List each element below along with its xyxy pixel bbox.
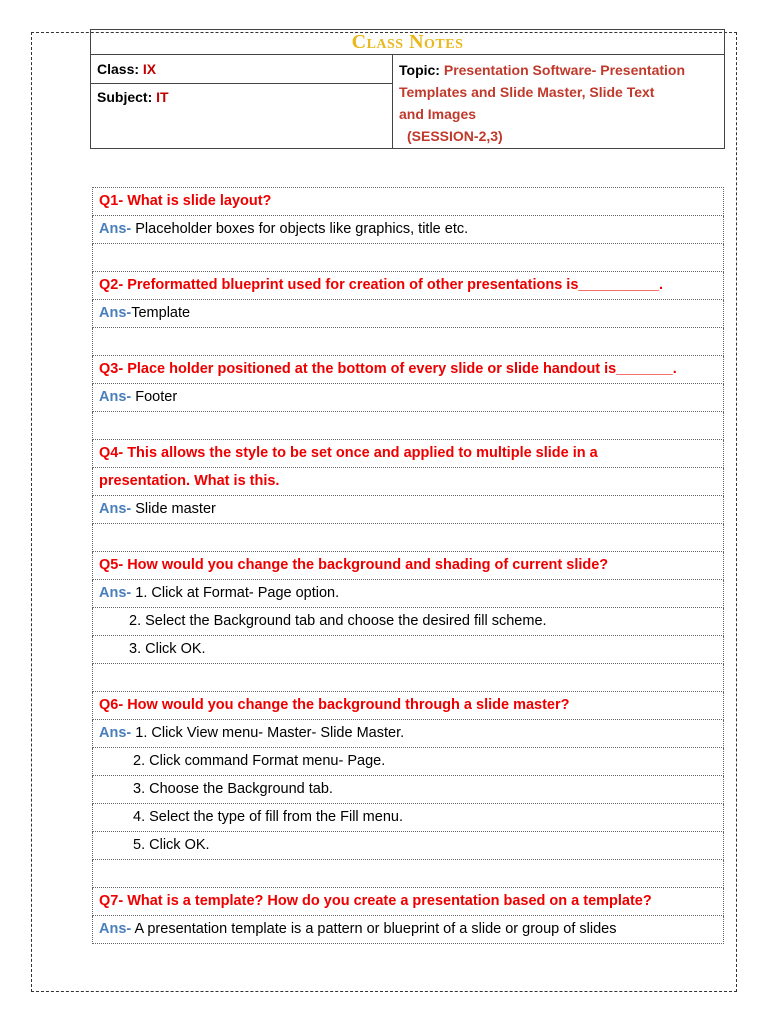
header-table xyxy=(90,29,725,149)
ans-label: Ans- xyxy=(99,725,132,741)
question-4-line2: presentation. What is this. xyxy=(93,468,724,496)
answer-5-step1-text: 1. Click at Format- Page option. xyxy=(131,585,340,601)
topic-line2: Templates and Slide Master, Slide Text xyxy=(399,84,655,100)
question-5: Q5- How would you change the background and shading of current slide? xyxy=(93,552,724,580)
question-3: Q3- Place holder positioned at the bottom of every slide or slide handout is_______. xyxy=(93,356,724,384)
answer-2-text: Template xyxy=(131,305,191,321)
blank-row xyxy=(93,412,724,440)
answer-4 xyxy=(93,496,724,524)
question-6: Q6- How would you change the background through a slide master? xyxy=(93,692,724,720)
blank-row xyxy=(93,860,724,888)
ans-label: Ans- xyxy=(99,305,132,321)
subject-label: Subject: xyxy=(97,89,153,105)
ans-label: Ans- xyxy=(99,221,132,237)
class-label: Class: xyxy=(97,61,140,77)
answer-1 xyxy=(93,216,724,244)
blank-row xyxy=(93,244,724,272)
answer-6-step1-text: 1. Click View menu- Master- Slide Master. xyxy=(131,725,405,741)
question-2: Q2- Preformatted blueprint used for creation of other presentations is__________. xyxy=(93,272,724,300)
ans-label: Ans- xyxy=(99,501,132,517)
ans-label: Ans- xyxy=(99,389,132,405)
qa-table xyxy=(92,187,724,944)
answer-6-step5: 5. Click OK. xyxy=(93,832,724,860)
answer-7-text: A presentation template is a pattern or blueprint of a slide or group of slides xyxy=(131,921,617,937)
topic-label: Topic: xyxy=(399,62,440,78)
subject-value: IT xyxy=(156,89,169,105)
answer-1-text: Placeholder boxes for objects like graphics, title etc. xyxy=(131,221,469,237)
answer-4-text: Slide master xyxy=(131,501,216,517)
class-value: IX xyxy=(142,61,157,77)
blank-row xyxy=(93,328,724,356)
question-1: Q1- What is slide layout? xyxy=(93,188,724,216)
answer-3 xyxy=(93,384,724,412)
answer-5-step1 xyxy=(93,580,724,608)
topic-line3: and Images xyxy=(399,106,477,122)
page-title: Class Notes xyxy=(91,30,725,55)
answer-6-step2: 2. Click command Format menu- Page. xyxy=(93,748,724,776)
ans-label: Ans- xyxy=(99,585,132,601)
answer-3-text: Footer xyxy=(131,389,178,405)
ans-label: Ans- xyxy=(99,921,132,937)
answer-6-step3: 3. Choose the Background tab. xyxy=(93,776,724,804)
answer-7 xyxy=(93,916,724,944)
session-label: (SESSION-2,3) xyxy=(407,128,503,144)
topic-cell xyxy=(393,55,725,149)
answer-5-step3: 3. Click OK. xyxy=(93,636,724,664)
topic-line1: Presentation Software- Presentation xyxy=(443,62,686,78)
answer-6-step1 xyxy=(93,720,724,748)
answer-5-step2: 2. Select the Background tab and choose the desired fill scheme. xyxy=(93,608,724,636)
answer-2 xyxy=(93,300,724,328)
subject-cell xyxy=(91,84,393,149)
question-7: Q7- What is a template? How do you create a presentation based on a template? xyxy=(93,888,724,916)
blank-row xyxy=(93,524,724,552)
blank-row xyxy=(93,664,724,692)
answer-6-step4: 4. Select the type of fill from the Fill menu. xyxy=(93,804,724,832)
class-cell xyxy=(91,55,393,84)
question-4-line1: Q4- This allows the style to be set once and applied to multiple slide in a xyxy=(93,440,724,468)
